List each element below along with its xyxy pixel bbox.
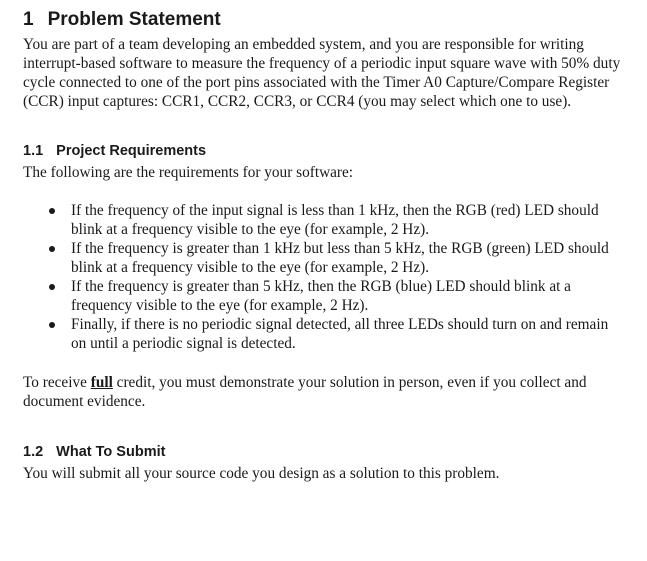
bullet-icon — [49, 322, 55, 328]
requirements-list — [23, 201, 623, 353]
submit-heading — [23, 444, 165, 460]
requirement-text: If the frequency is greater than 1 kHz but less than 5 kHz, the RGB (green) LED should blink at a frequency visible to the eye (for example, 2 Hz). — [71, 240, 609, 276]
requirement-item-no-signal — [23, 315, 623, 353]
section-heading — [23, 9, 221, 31]
credit-paragraph — [23, 373, 621, 411]
submit-title: What To Submit — [56, 444, 166, 460]
submit-number: 1.2 — [23, 444, 44, 460]
requirements-heading — [23, 143, 206, 159]
bullet-icon — [49, 246, 55, 252]
bullet-icon — [49, 208, 55, 214]
requirements-title: Project Requirements — [56, 143, 207, 159]
problem-intro-paragraph: You are part of a team developing an embedded system, and you are responsible for writing interrupt-based software to measure the frequency of a periodic input square wave with 50% duty cycle connected to one of the port pins associated with the Timer A0 Capture/Compare Register (CCR) input captures: CCR1, CCR2, CCR3, or CCR4 (you may select which one to use). — [23, 36, 621, 110]
section-title: Problem Statement — [47, 9, 221, 30]
requirement-item-green — [23, 239, 623, 277]
requirement-text: Finally, if there is no periodic signal detected, all three LEDs should turn on and remain on until a periodic signal is detected. — [71, 316, 609, 352]
section-number: 1 — [23, 9, 34, 30]
requirement-item-blue — [23, 277, 623, 315]
credit-text-before: To receive — [23, 374, 91, 391]
submit-paragraph: You will submit all your source code you design as a solution to this problem. — [23, 465, 500, 482]
requirement-text: If the frequency is greater than 5 kHz, then the RGB (blue) LED should blink at a frequency visible to the eye (for example, 2 Hz). — [71, 278, 571, 314]
requirements-intro: The following are the requirements for your software: — [23, 164, 354, 181]
requirement-text: If the frequency of the input signal is less than 1 kHz, then the RGB (red) LED should blink at a frequency visible to the eye (for example, 2 Hz). — [71, 202, 599, 238]
bullet-icon — [49, 284, 55, 290]
requirements-number: 1.1 — [23, 143, 44, 159]
credit-text-after: credit, you must demonstrate your solution in person, even if you collect and document evidence. — [23, 374, 587, 410]
credit-emphasis: full — [90, 374, 113, 391]
requirement-item-red — [23, 201, 623, 239]
